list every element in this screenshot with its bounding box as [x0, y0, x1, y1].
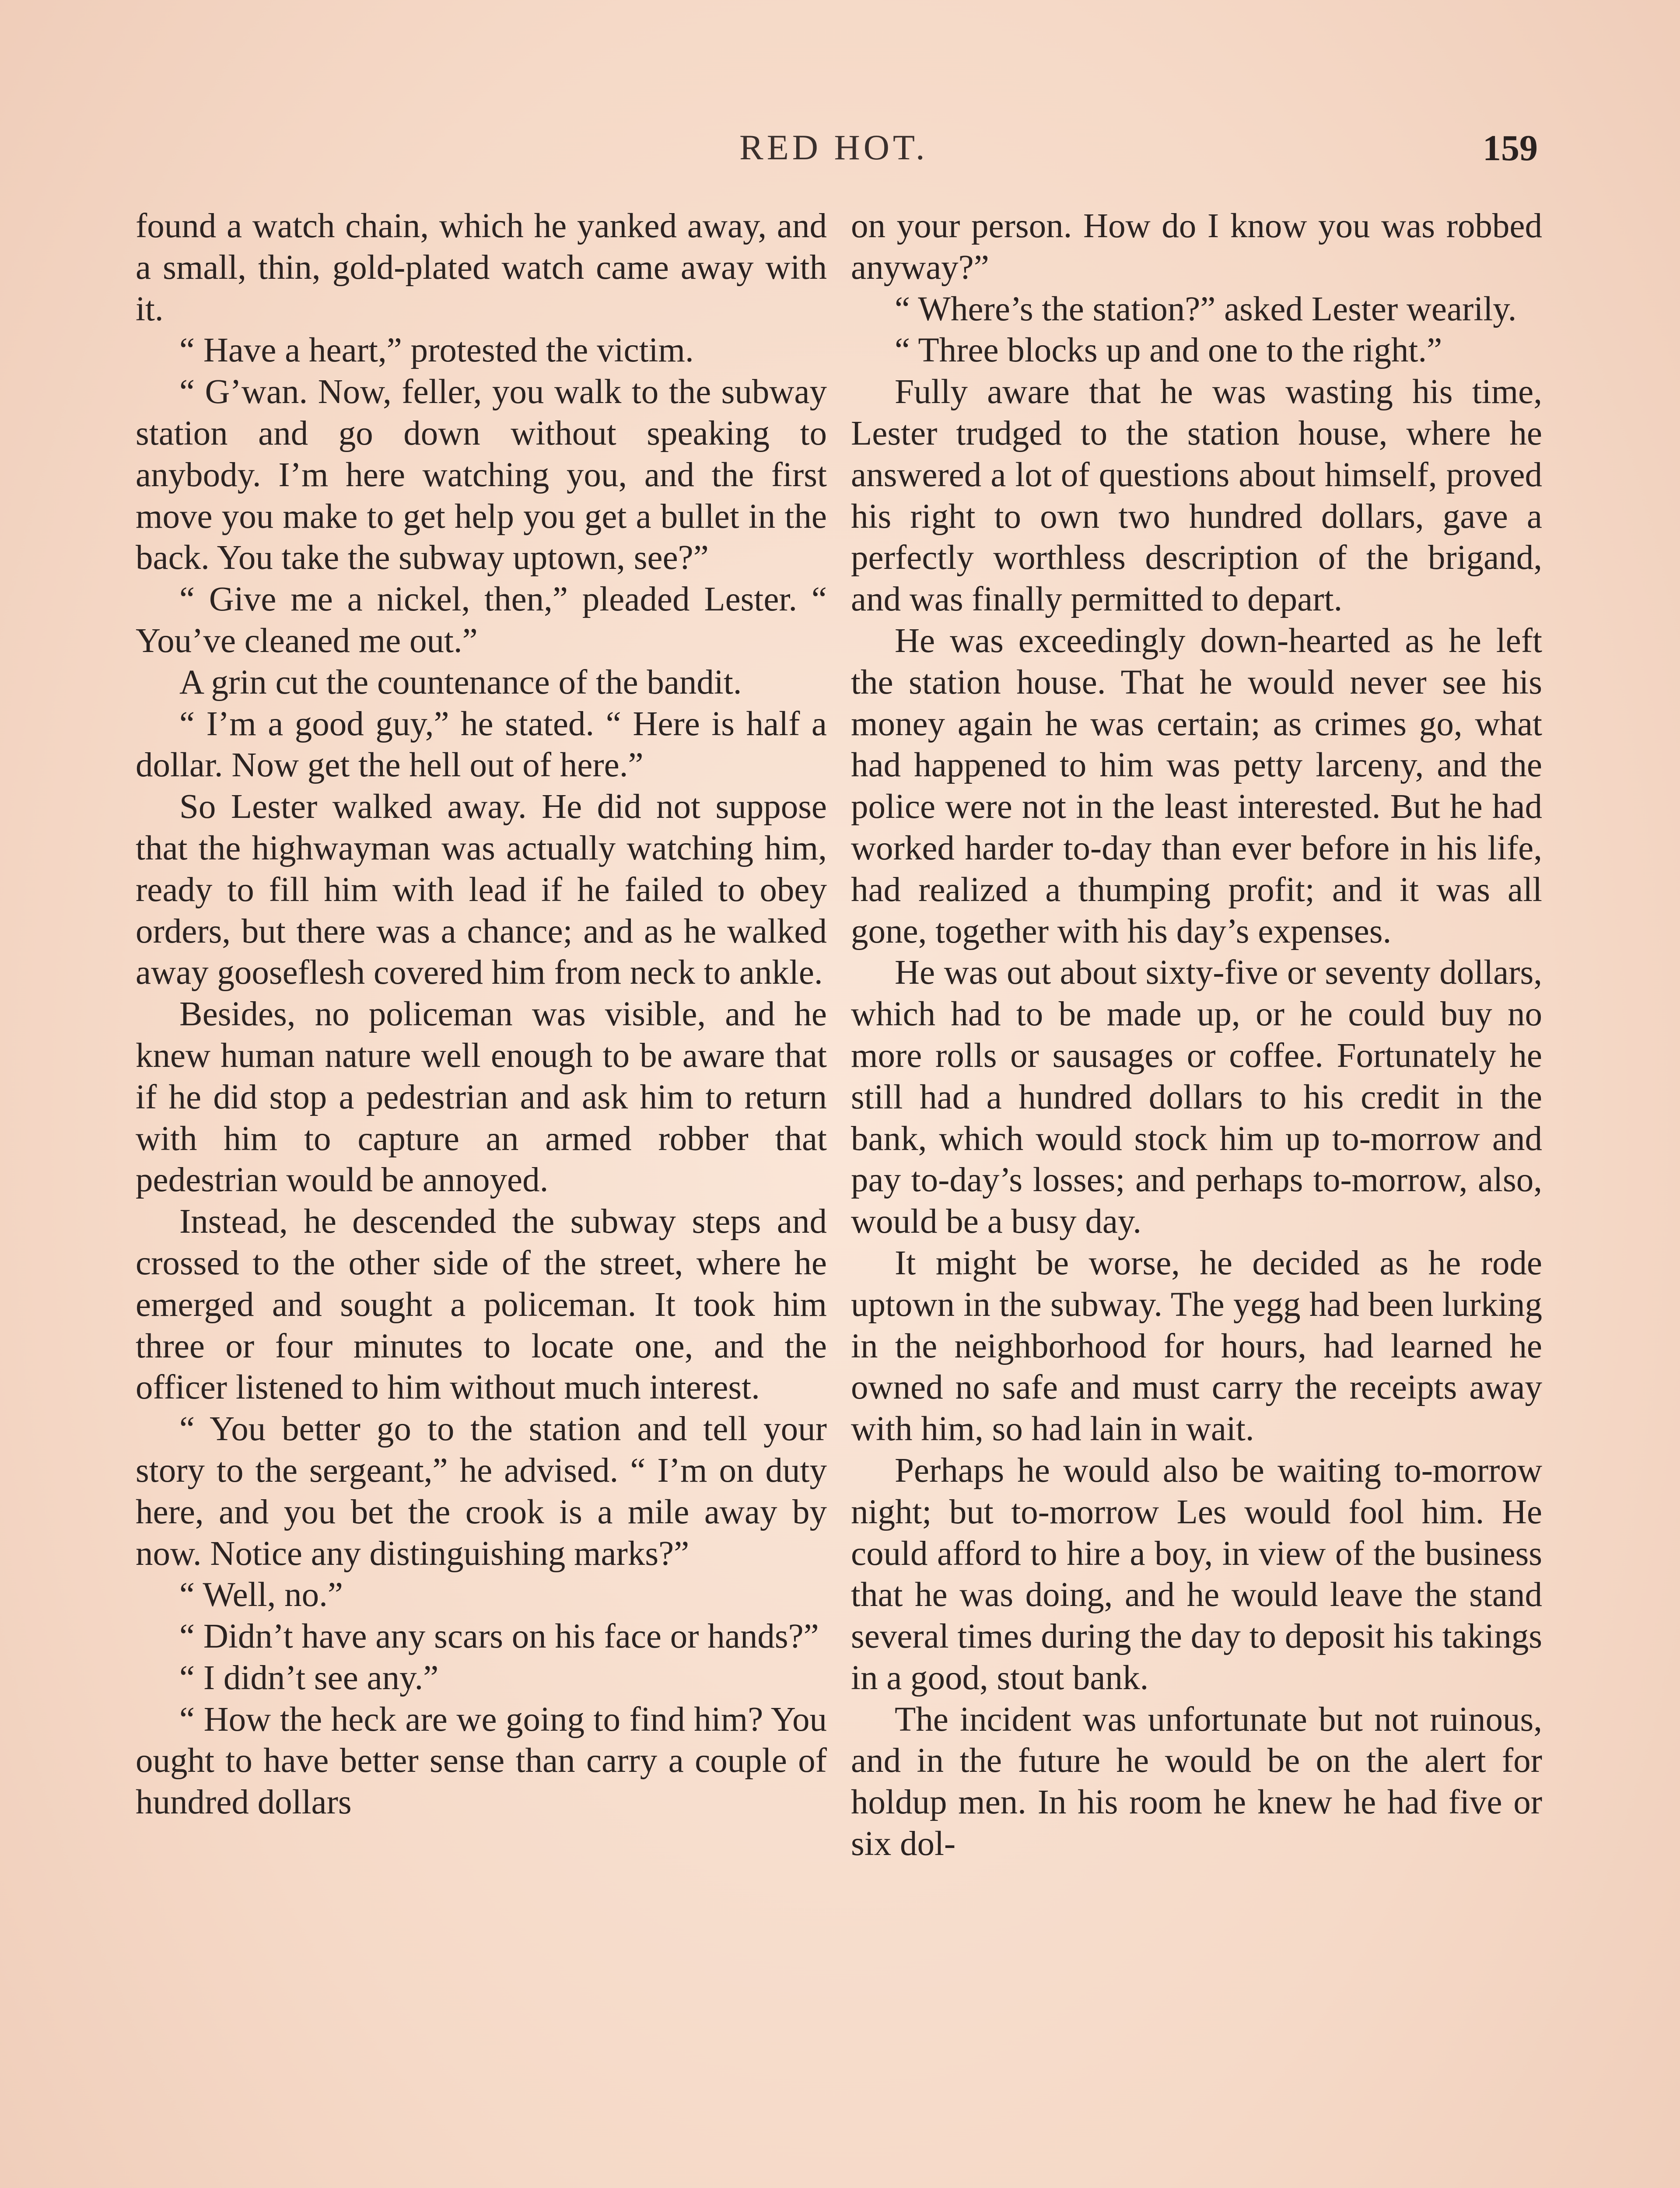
- paragraph: Fully aware that he was wasting his time, Lester trudged to the station house, where he answered a lot of questions about himself, proved his right to own two hundred dollars, gave a perfectly worthless description of the brigand, and was finally permitted to depart.: [851, 373, 1542, 619]
- text-columns: [136, 206, 1542, 2188]
- paragraph: He was out about sixty-five or seventy dollars, which had to be made up, or he could buy no more rolls or sausages or coffee. Fortunately he still had a hundred dollars to his credit in the bank, which would stock him up to-morrow and pay to-day’s losses; and perhaps to-morrow, also, would be a busy day.: [851, 954, 1542, 1241]
- paragraph: It might be worse, he decided as he rode uptown in the subway. The yegg had been lurking in the neighborhood for hours, had learned he owned no safe and must carry the receipts away with him, so had lain in wait.: [851, 1244, 1542, 1448]
- paragraph: on your person. How do I know you was robbed anyway?”: [851, 207, 1542, 287]
- paragraph: found a watch chain, which he yanked away, and a small, thin, gold-plated watch came away with it.: [136, 207, 827, 328]
- page-number: 159: [1483, 128, 1538, 168]
- paragraph: “ Didn’t have any scars on his face or hands?”: [179, 1617, 819, 1656]
- paragraph: “ Where’s the station?” asked Lester wearily.: [895, 290, 1517, 328]
- paragraph: “ You better go to the station and tell your story to the sergeant,” he advised. “ I’m on duty here, and you bet the crook is a mile away by now. Notice any distinguishing marks?”: [136, 1410, 827, 1573]
- paragraph: “ G’wan. Now, feller, you walk to the subway station and go down without speaking to anybody. I’m here watching you, and the first move you make to get help you get a bullet in the back. You take the subway uptown, see?”: [136, 373, 827, 577]
- paragraph: “ I didn’t see any.”: [179, 1659, 439, 1697]
- page-header: [0, 127, 1680, 175]
- paragraph: “ Three blocks up and one to the right.”: [895, 331, 1442, 370]
- paragraph: “ Have a heart,” protested the victim.: [179, 331, 694, 370]
- paragraph: “ How the heck are we going to find him? You ought to have better sense than carry a couple of hundred dollars: [136, 1700, 827, 1822]
- paragraph: “ Give me a nickel, then,” pleaded Lester. “ You’ve cleaned me out.”: [136, 580, 827, 660]
- paragraph: Perhaps he would also be waiting to-morrow night; but to-morrow Les would fool him. He could afford to hire a boy, in view of the business that he was doing, and he would leave the stand several times during the day to deposit his takings in a good, stout bank.: [851, 1451, 1542, 1697]
- right-column: [851, 206, 1542, 2188]
- paragraph: Instead, he descended the subway steps and crossed to the other side of the street, where he emerged and sought a policeman. It took him three or four minutes to locate one, and the officer listened to him without much interest.: [136, 1203, 827, 1407]
- running-title: RED HOT.: [739, 127, 928, 167]
- left-column: [136, 206, 827, 2188]
- paragraph: He was exceedingly down-hearted as he left the station house. That he would never see his money again he was certain; as crimes go, what had happened to him was petty larceny, and the police were not in the least interested. But he had worked harder to-day than ever before in his life, had realized a thumping profit; and it was all gone, together with his day’s expenses.: [851, 621, 1542, 950]
- paragraph: So Lester walked away. He did not suppose that the highwayman was actually watching him, ready to fill him with lead if he failed to obey orders, but there was a chance; and as he walked away gooseflesh covered him from neck to ankle.: [136, 788, 827, 992]
- paragraph: The incident was unfortunate but not ruinous, and in the future he would be on the alert for holdup men. In his room he knew he had five or six dol-: [851, 1700, 1542, 1863]
- paragraph: “ Well, no.”: [179, 1576, 343, 1614]
- paragraph: A grin cut the countenance of the bandit.: [179, 663, 742, 701]
- paragraph: Besides, no policeman was visible, and he knew human nature well enough to be aware that if he did stop a pedestrian and ask him to return with him to capture an armed robber that pedestrian would be annoyed.: [136, 995, 827, 1199]
- paragraph: “ I’m a good guy,” he stated. “ Here is half a dollar. Now get the hell out of here.”: [136, 705, 827, 785]
